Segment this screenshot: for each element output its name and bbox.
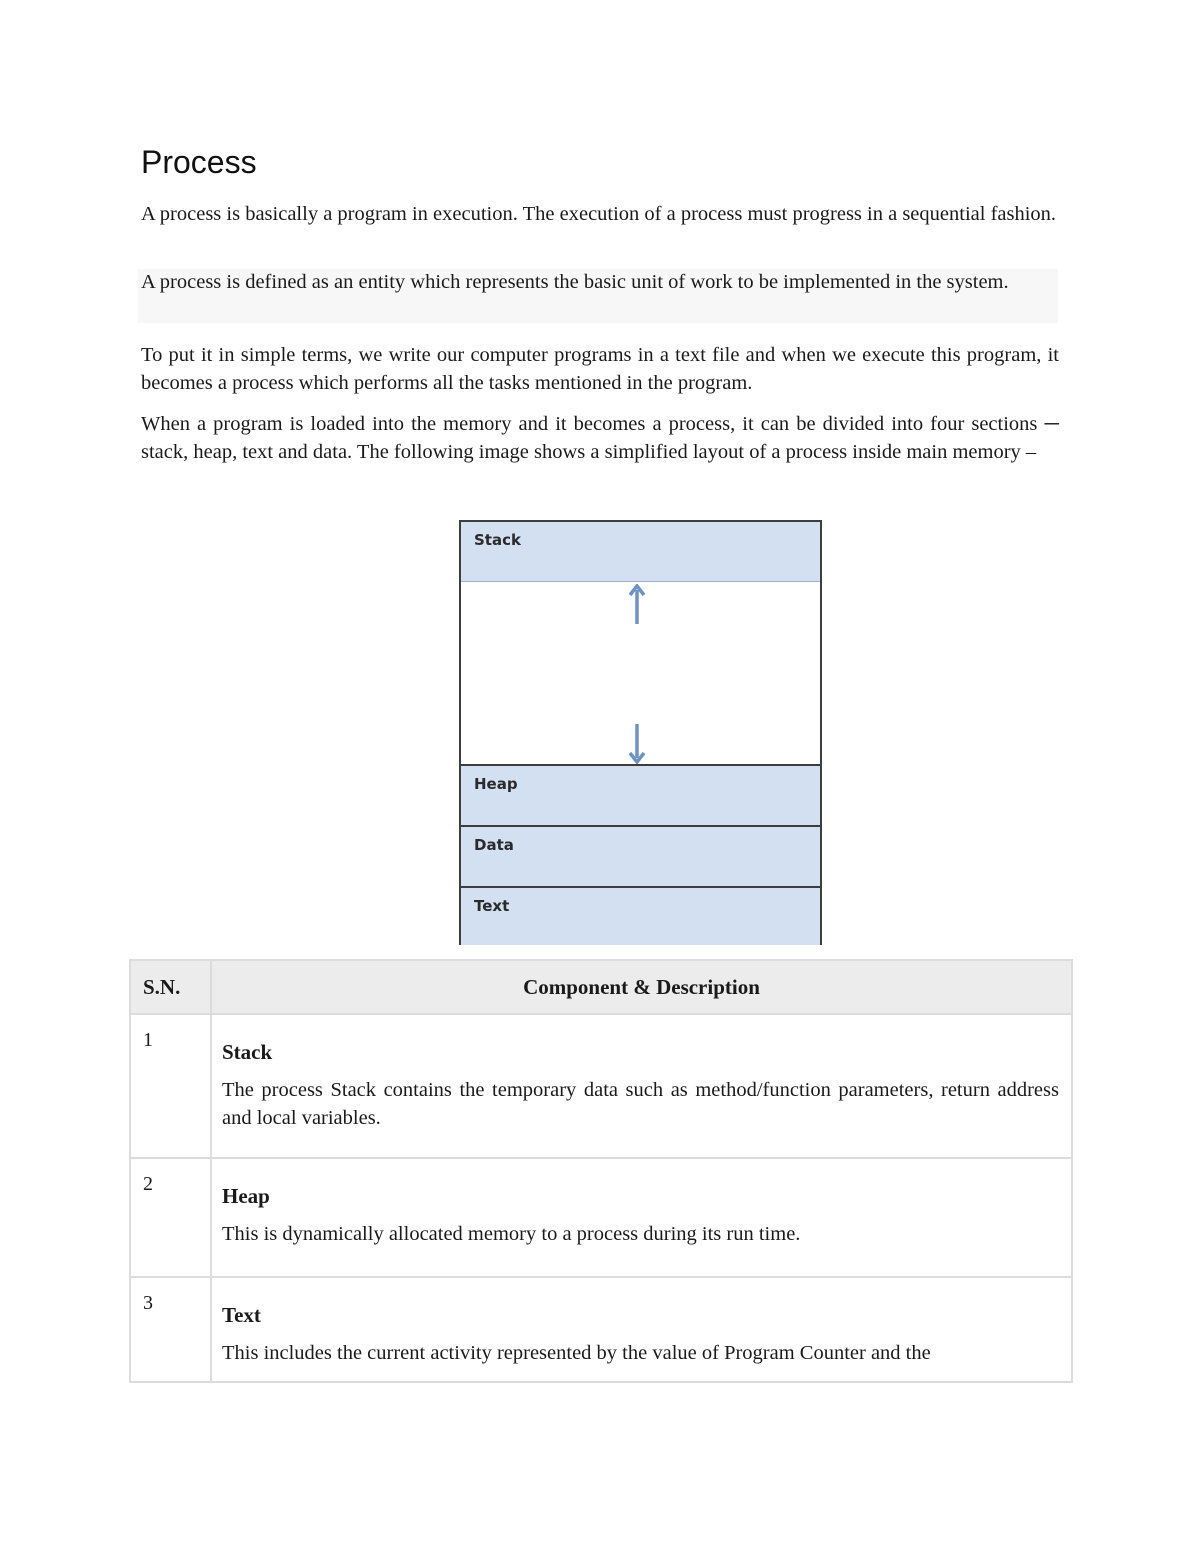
header-sn: S.N. <box>130 960 211 1014</box>
segment-heap <box>461 764 820 825</box>
page-title: Process <box>141 144 257 180</box>
component-name: Text <box>222 1303 261 1327</box>
segment-stack <box>461 522 820 582</box>
row-number: 3 <box>130 1277 211 1382</box>
row-content <box>211 1277 1072 1382</box>
arrow-down-icon <box>629 722 645 764</box>
segment-label: Stack <box>474 531 521 549</box>
row-content <box>211 1158 1072 1277</box>
component-name: Heap <box>222 1184 270 1208</box>
component-name: Stack <box>222 1040 273 1064</box>
arrow-up-icon <box>629 584 645 626</box>
component-description: This includes the current activity represented by the value of Program Counter and the <box>222 1342 931 1364</box>
paragraph-definition: A process is defined as an entity which represents the basic unit of work to be implemented in the system. <box>138 269 1058 323</box>
segment-text <box>461 886 820 945</box>
paragraph-sections: When a program is loaded into the memory and it becomes a process, it can be divided into four sections ─ stack, heap, text and data. The following image shows a simplified layout of a process inside main memory – <box>141 413 1059 463</box>
component-description: The process Stack contains the temporary data such as method/function parameters, return address and local variables. <box>222 1079 1059 1129</box>
table-row <box>130 1158 1072 1277</box>
row-number: 2 <box>130 1158 211 1277</box>
row-content <box>211 1014 1072 1158</box>
segment-label: Heap <box>474 775 518 793</box>
table-row <box>130 1014 1072 1158</box>
components-table <box>129 959 1073 1383</box>
row-number: 1 <box>130 1014 211 1158</box>
segment-data <box>461 825 820 886</box>
header-component-description: Component & Description <box>211 960 1072 1014</box>
paragraph-simple-terms: To put it in simple terms, we write our computer programs in a text file and when we execute this program, it becomes a process which performs all the tasks mentioned in the program. <box>141 344 1059 394</box>
segment-label: Data <box>474 836 514 854</box>
process-memory-diagram <box>459 520 822 945</box>
component-description: This is dynamically allocated memory to a process during its run time. <box>222 1223 801 1245</box>
segment-label: Text <box>474 897 510 915</box>
table-header-row <box>130 960 1072 1014</box>
paragraph-intro: A process is basically a program in execution. The execution of a process must progress in a sequential fashion. <box>141 203 1057 225</box>
table-row <box>130 1277 1072 1382</box>
